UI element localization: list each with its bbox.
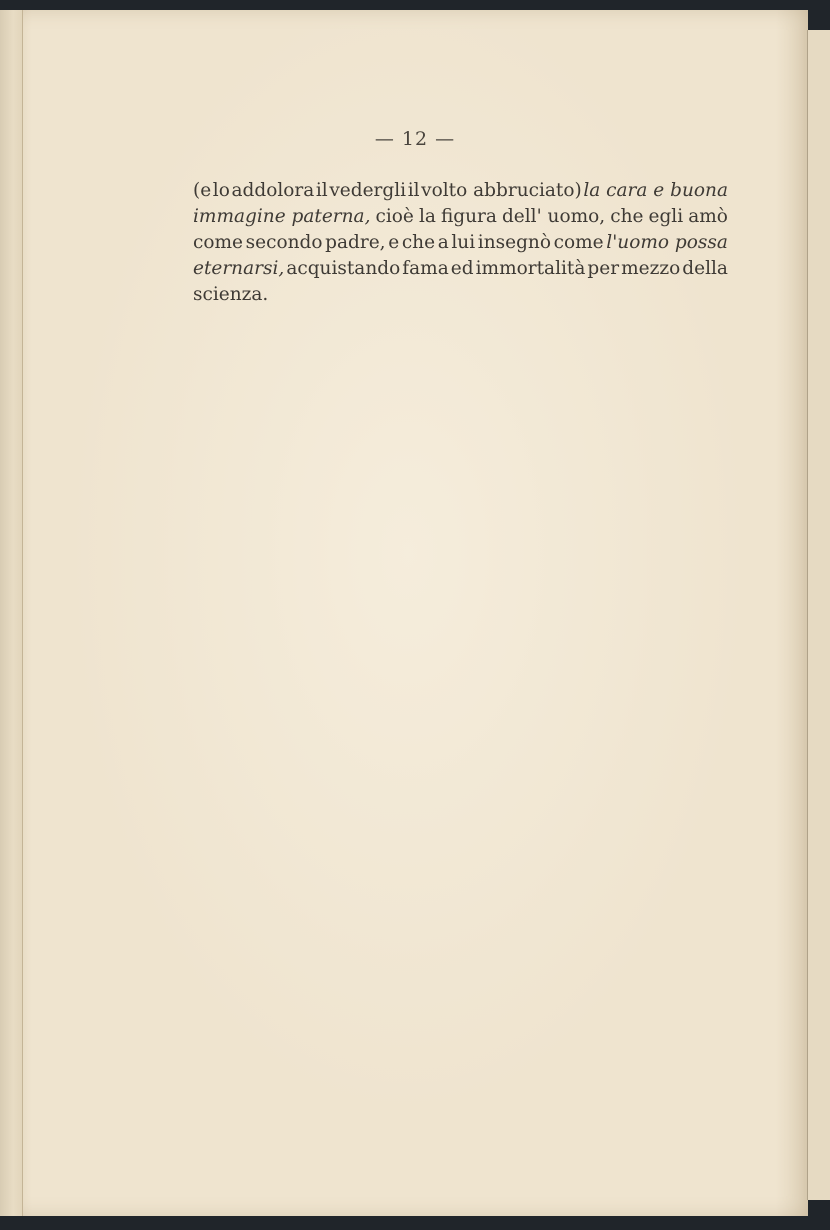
word: come — [193, 232, 243, 253]
word: e — [388, 232, 400, 253]
word: insegnò — [477, 232, 551, 253]
word: scienza. — [193, 284, 269, 305]
right-page-edge — [807, 30, 830, 1200]
text-line — [193, 282, 728, 308]
word: il — [407, 180, 420, 201]
word: dell' uomo, — [501, 206, 606, 227]
paragraph — [193, 178, 728, 308]
text-line — [193, 204, 728, 230]
word: che — [401, 232, 436, 253]
word: la — [418, 206, 436, 227]
word: figura — [440, 206, 497, 227]
word: acquistando — [286, 258, 401, 279]
word: ed — [450, 258, 474, 279]
binding-edge — [0, 10, 23, 1216]
word: il — [315, 180, 328, 201]
word: egli — [648, 206, 684, 227]
text-line — [193, 256, 728, 282]
word: volto abbruciato) — [421, 180, 582, 201]
word: secondo — [245, 232, 323, 253]
word: padre, — [325, 232, 386, 253]
word: a — [437, 232, 449, 253]
word: per — [587, 258, 620, 279]
word: della — [682, 258, 728, 279]
word: cioè — [375, 206, 414, 227]
word: lui — [451, 232, 476, 253]
word: mezzo — [621, 258, 681, 279]
italic-phrase: eternarsi, — [193, 258, 285, 279]
word: fama — [402, 258, 449, 279]
italic-phrase: la cara e buona — [583, 180, 728, 201]
word: come — [553, 232, 604, 253]
word: (e — [193, 180, 212, 201]
italic-phrase: immagine paterna, — [193, 206, 371, 227]
word: addolora — [231, 180, 315, 201]
word: immortalità — [475, 258, 586, 279]
italic-phrase: l'uomo possa — [606, 232, 728, 253]
word: amò — [688, 206, 728, 227]
text-line — [193, 178, 728, 204]
word: che — [610, 206, 644, 227]
word: lo — [212, 180, 230, 201]
page-number: — 12 — — [374, 128, 456, 150]
word: vedergli — [329, 180, 407, 201]
text-line — [193, 230, 728, 256]
